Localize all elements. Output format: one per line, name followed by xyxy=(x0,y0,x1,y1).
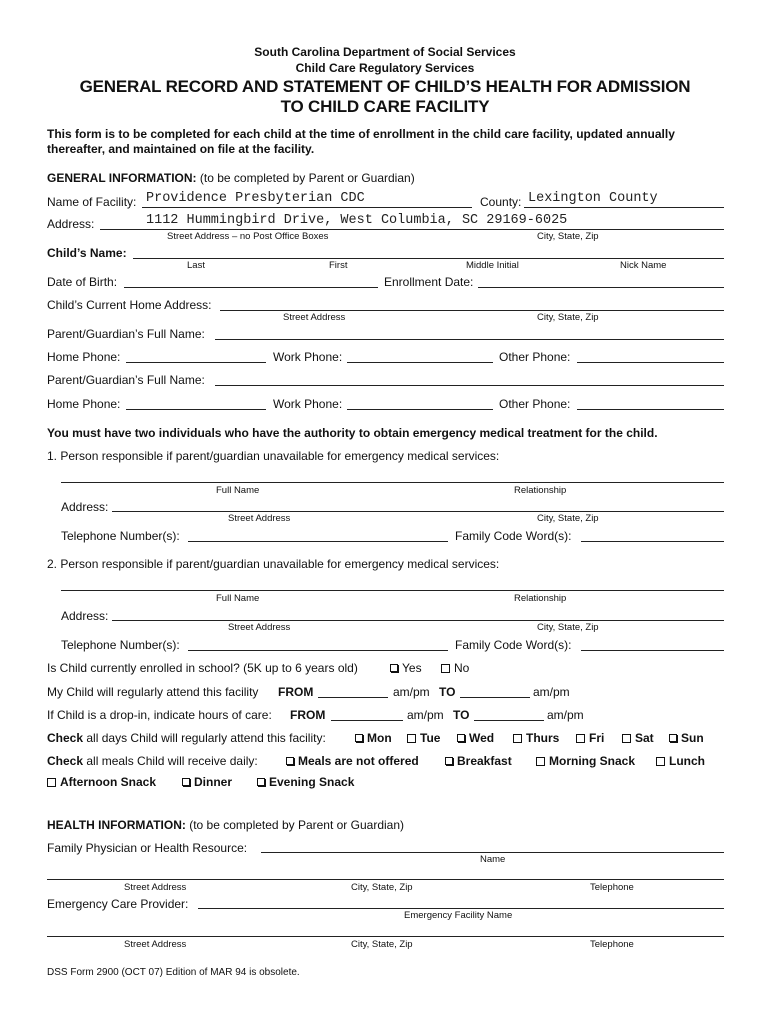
physician-name-line[interactable] xyxy=(261,852,724,853)
meals-not-offered-checkbox[interactable] xyxy=(286,757,294,765)
emergency-provider-label: Emergency Care Provider: xyxy=(47,897,189,911)
person2-address-line[interactable] xyxy=(112,620,724,621)
yes-checkbox[interactable] xyxy=(390,664,398,672)
day-mon[interactable]: Mon xyxy=(355,731,392,745)
physician-sub-name: Name xyxy=(480,854,506,865)
meal-none[interactable]: Meals are not offered xyxy=(286,754,419,768)
work-phone2-label: Work Phone: xyxy=(273,397,343,411)
regular-from-ampm: am/pm xyxy=(393,685,430,699)
meal-dinner[interactable]: Dinner xyxy=(182,775,232,789)
enrollment-date-line[interactable] xyxy=(478,287,724,288)
day-sun[interactable]: Sun xyxy=(669,731,704,745)
address-label: Address: xyxy=(47,217,95,231)
person2-sub-city: City, State, Zip xyxy=(537,622,599,633)
day-fri[interactable]: Fri xyxy=(576,731,604,745)
dob-label: Date of Birth: xyxy=(47,275,118,289)
thurs-checkbox[interactable] xyxy=(513,734,522,743)
intro-text: This form is to be completed for each child at the time of enrollment in the child care facility, updated annually thereafter, and maintained on file at the facility. xyxy=(47,127,675,156)
breakfast-checkbox[interactable] xyxy=(445,757,453,765)
guardian1-line[interactable] xyxy=(215,339,724,340)
health-info-heading: HEALTH INFORMATION: (to be completed by Parent or Guardian) xyxy=(47,818,404,832)
regular-to-label: TO xyxy=(439,685,456,699)
home-address-line[interactable] xyxy=(220,310,724,311)
form-footer: DSS Form 2900 (OCT 07) Edition of MAR 94 is obsolete. xyxy=(47,967,300,978)
work-phone1-line[interactable] xyxy=(347,362,493,363)
county-value[interactable]: Lexington County xyxy=(528,191,658,206)
home-phone1-label: Home Phone: xyxy=(47,350,121,364)
mon-checkbox[interactable] xyxy=(355,734,363,742)
person2-codeword-line[interactable] xyxy=(581,650,724,651)
dob-line[interactable] xyxy=(124,287,378,288)
dropin-to-line[interactable] xyxy=(474,720,544,721)
work-phone1-label: Work Phone: xyxy=(273,350,343,364)
home-address-label: Child’s Current Home Address: xyxy=(47,298,212,312)
dropin-to-label: TO xyxy=(453,708,470,722)
fri-checkbox[interactable] xyxy=(576,734,585,743)
person2-name-line[interactable] xyxy=(61,590,724,591)
meals-label: Check all meals Child will receive daily: xyxy=(47,754,258,768)
home-phone2-label: Home Phone: xyxy=(47,397,121,411)
meal-evening-snack[interactable]: Evening Snack xyxy=(257,775,354,789)
sun-checkbox[interactable] xyxy=(669,734,677,742)
afternoon-snack-checkbox[interactable] xyxy=(47,778,56,787)
name-sub-middle: Middle Initial xyxy=(466,260,519,271)
regular-from-line[interactable] xyxy=(318,697,388,698)
address-line xyxy=(100,229,724,230)
person1-telephone-line[interactable] xyxy=(188,541,448,542)
address-value[interactable]: 1112 Hummingbird Drive, West Columbia, SC 29169-6025 xyxy=(146,213,568,228)
general-info-heading: GENERAL INFORMATION: (to be completed by Parent or Guardian) xyxy=(47,171,415,185)
home-sub-city: City, State, Zip xyxy=(537,312,599,323)
physician-sub-street: Street Address xyxy=(124,882,187,893)
person2-sub-name: Full Name xyxy=(216,593,260,604)
regular-to-line[interactable] xyxy=(460,697,530,698)
emergency-provider-line[interactable] xyxy=(198,908,724,909)
physician-address-line[interactable] xyxy=(47,879,724,880)
tue-checkbox[interactable] xyxy=(407,734,416,743)
facility-value[interactable]: Providence Presbyterian CDC xyxy=(146,191,365,206)
dropin-label: If Child is a drop-in, indicate hours of care: xyxy=(47,708,272,722)
morning-snack-checkbox[interactable] xyxy=(536,757,545,766)
form-title-line1: GENERAL RECORD AND STATEMENT OF CHILD’S HEALTH FOR ADMISSION xyxy=(79,77,691,96)
home-phone2-line[interactable] xyxy=(126,409,266,410)
person1-codeword-label: Family Code Word(s): xyxy=(455,529,572,543)
person2-codeword-label: Family Code Word(s): xyxy=(455,638,572,652)
enrollment-date-label: Enrollment Date: xyxy=(384,275,474,289)
guardian1-label: Parent/Guardian’s Full Name: xyxy=(47,327,205,341)
division-name: Child Care Regulatory Services xyxy=(295,61,475,75)
person2-label: 2. Person responsible if parent/guardian unavailable for emergency medical services: xyxy=(47,557,500,571)
person1-codeword-line[interactable] xyxy=(581,541,724,542)
person1-name-line[interactable] xyxy=(61,482,724,483)
meal-breakfast[interactable]: Breakfast xyxy=(445,754,512,768)
sat-checkbox[interactable] xyxy=(622,734,631,743)
child-name-label: Child’s Name: xyxy=(47,246,127,260)
day-thurs[interactable]: Thurs xyxy=(513,731,559,745)
county-line xyxy=(524,207,724,208)
name-sub-first: First xyxy=(329,260,348,271)
child-name-line[interactable] xyxy=(133,258,724,259)
county-label: County: xyxy=(480,195,522,209)
address-sub-street: Street Address – no Post Office Boxes xyxy=(167,231,329,242)
regular-attend-label: My Child will regularly attend this facility xyxy=(47,685,259,699)
physician-sub-city: City, State, Zip xyxy=(351,882,413,893)
emergency-sub-facility: Emergency Facility Name xyxy=(404,910,513,921)
person2-sub-relationship: Relationship xyxy=(514,593,567,604)
emergency-sub-city: City, State, Zip xyxy=(351,939,413,950)
school-no-option[interactable]: No xyxy=(441,661,469,675)
evening-snack-checkbox[interactable] xyxy=(257,778,265,786)
form-title-line2: TO CHILD CARE FACILITY xyxy=(280,97,490,116)
days-label: Check all days Child will regularly attend this facility: xyxy=(47,731,326,745)
physician-sub-phone: Telephone xyxy=(590,882,634,893)
dinner-checkbox[interactable] xyxy=(182,778,190,786)
person1-address-line[interactable] xyxy=(112,511,724,512)
person1-sub-street: Street Address xyxy=(228,513,291,524)
other-phone1-label: Other Phone: xyxy=(499,350,571,364)
school-yes-option[interactable]: Yes xyxy=(390,661,422,675)
person1-sub-city: City, State, Zip xyxy=(537,513,599,524)
day-sat[interactable]: Sat xyxy=(622,731,654,745)
dropin-from-label: FROM xyxy=(290,708,326,722)
person1-sub-name: Full Name xyxy=(216,485,260,496)
person2-telephone-line[interactable] xyxy=(188,650,448,651)
regular-from-label: FROM xyxy=(278,685,314,699)
name-sub-nick: Nick Name xyxy=(620,260,667,271)
emergency-notice: You must have two individuals who have the authority to obtain emergency medical treatment for the child. xyxy=(47,426,658,440)
meal-morning-snack[interactable]: Morning Snack xyxy=(536,754,635,768)
school-question: Is Child currently enrolled in school? (5K up to 6 years old) xyxy=(47,661,358,675)
person2-address-label: Address: xyxy=(61,609,109,623)
meal-lunch[interactable]: Lunch xyxy=(656,754,705,768)
emergency-sub-phone: Telephone xyxy=(590,939,634,950)
day-tue[interactable]: Tue xyxy=(407,731,440,745)
guardian2-line[interactable] xyxy=(215,385,724,386)
regular-to-ampm: am/pm xyxy=(533,685,570,699)
lunch-checkbox[interactable] xyxy=(656,757,665,766)
guardian2-label: Parent/Guardian’s Full Name: xyxy=(47,373,205,387)
facility-line xyxy=(142,207,472,208)
address-sub-city: City, State, Zip xyxy=(537,231,599,242)
home-sub-street: Street Address xyxy=(283,312,346,323)
dropin-to-ampm: am/pm xyxy=(547,708,584,722)
agency-name: South Carolina Department of Social Services xyxy=(254,45,516,59)
wed-checkbox[interactable] xyxy=(457,734,465,742)
facility-label: Name of Facility: xyxy=(47,195,137,209)
name-sub-last: Last xyxy=(187,260,205,271)
person1-address-label: Address: xyxy=(61,500,109,514)
other-phone2-line[interactable] xyxy=(577,409,724,410)
person2-telephone-label: Telephone Number(s): xyxy=(61,638,180,652)
no-checkbox[interactable] xyxy=(441,664,450,673)
dropin-from-line[interactable] xyxy=(331,720,403,721)
emergency-sub-street: Street Address xyxy=(124,939,187,950)
home-phone1-line[interactable] xyxy=(126,362,266,363)
person1-sub-relationship: Relationship xyxy=(514,485,567,496)
person1-telephone-label: Telephone Number(s): xyxy=(61,529,180,543)
dropin-from-ampm: am/pm xyxy=(407,708,444,722)
other-phone1-line[interactable] xyxy=(577,362,724,363)
meal-afternoon-snack[interactable]: Afternoon Snack xyxy=(47,775,156,789)
day-wed[interactable]: Wed xyxy=(457,731,494,745)
person2-sub-street: Street Address xyxy=(228,622,291,633)
other-phone2-label: Other Phone: xyxy=(499,397,571,411)
person1-label: 1. Person responsible if parent/guardian unavailable for emergency medical services: xyxy=(47,449,500,463)
physician-label: Family Physician or Health Resource: xyxy=(47,841,248,855)
emergency-address-line[interactable] xyxy=(47,936,724,937)
work-phone2-line[interactable] xyxy=(347,409,493,410)
